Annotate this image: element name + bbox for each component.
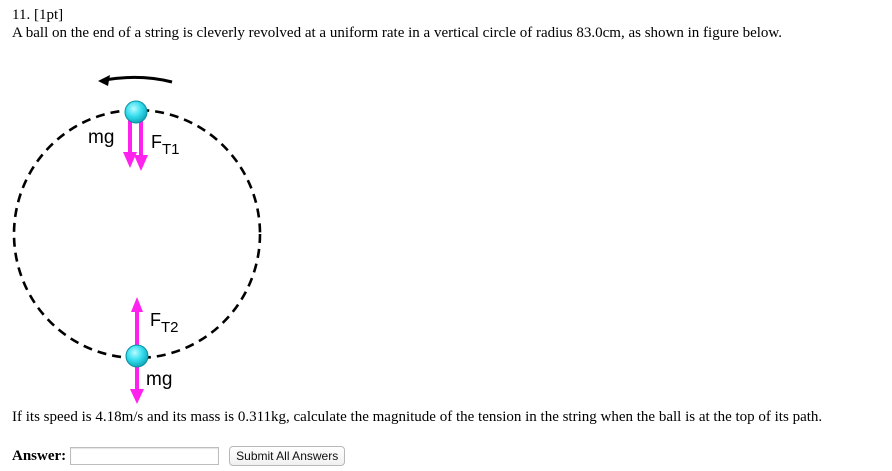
label-ft1-main: F [151, 132, 162, 152]
label-ft2-main: F [150, 310, 161, 330]
label-ft1-sub: T1 [162, 141, 180, 158]
rotation-arrow-icon [98, 75, 172, 86]
answer-row [12, 445, 345, 467]
answer-input[interactable] [70, 447, 219, 465]
tension-t2-arrow [131, 297, 143, 350]
weight-bottom-arrow [130, 364, 144, 404]
submit-all-answers-button[interactable]: Submit All Answers [229, 446, 345, 466]
top-ball-icon [125, 101, 147, 123]
label-ft2-sub: T2 [161, 319, 179, 336]
question-text: If its speed is 4.18m/s and its mass is 0.311kg, calculate the magnitude of the tension in the string when the ball is at the top of its path. [12, 409, 823, 425]
circular-motion-figure [0, 60, 300, 410]
label-ft1 [151, 132, 180, 158]
problem-statement: A ball on the end of a string is cleverly revolved at a uniform rate in a vertical circle of radius 83.0cm, as shown in figure below. [12, 25, 783, 41]
label-mg-top: mg [88, 127, 115, 148]
answer-label: Answer: [12, 447, 67, 464]
label-ft2 [150, 310, 179, 336]
label-mg-bottom: mg [146, 369, 173, 390]
top-force-arrows [123, 120, 148, 171]
problem-header: 11. [1pt] [12, 7, 64, 23]
bottom-ball-icon [126, 345, 148, 367]
